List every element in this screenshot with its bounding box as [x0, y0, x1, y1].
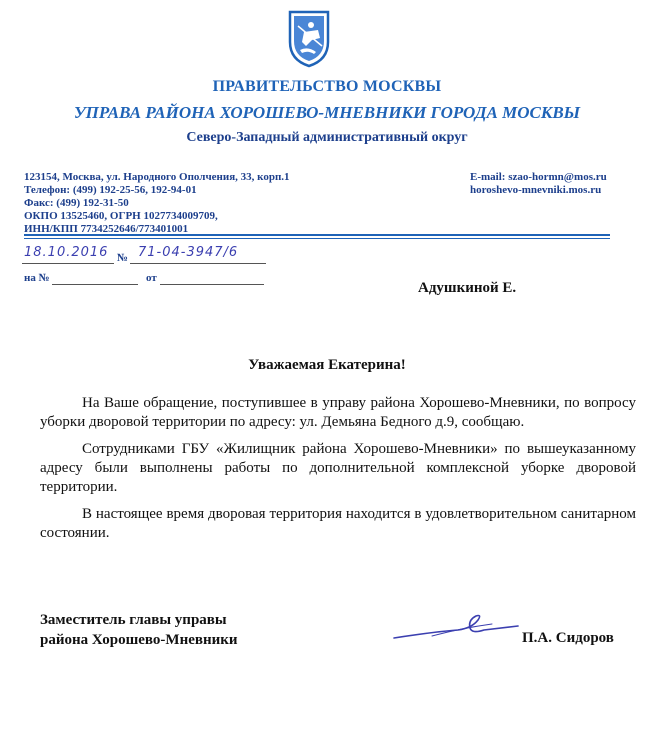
header-rule — [24, 234, 610, 236]
reply-number-underline — [52, 284, 138, 285]
okpo-line: ОКПО 13525460, ОГРН 1027734009709, — [24, 210, 218, 222]
body-paragraph: Сотрудниками ГБУ «Жилищник района Хорошево-Мневники» по вышеуказанному адресу были выполнены работы по дополнительной комплексной уборке дворовой территории. — [40, 441, 636, 495]
handwritten-date: 18.10.2016 — [24, 245, 109, 260]
reply-from-underline — [160, 284, 264, 285]
reply-number-label: на № — [24, 272, 50, 284]
letter-body — [40, 394, 636, 551]
email-line: E-mail: szao-hormn@mos.ru — [470, 171, 607, 183]
header-rule-thin — [24, 238, 610, 239]
okrug-subtitle: Северо-Западный административный округ — [186, 130, 468, 145]
date-underline — [22, 263, 114, 264]
reply-from-label: от — [146, 272, 157, 284]
addressee: Адушкиной Е. — [418, 280, 517, 296]
salutation: Уважаемая Екатерина! — [248, 357, 406, 373]
body-paragraph: На Ваше обращение, поступившее в управу района Хорошево-Мневники, по вопросу уборки дворовой территории по адресу: ул. Демьяна Бедного д.9, сообщаю. — [40, 395, 636, 430]
signer-role-line: района Хорошево-Мневники — [40, 632, 238, 648]
government-title: ПРАВИТЕЛЬСТВО МОСКВЫ — [212, 78, 442, 95]
handwritten-number: 71-04-3947/6 — [138, 245, 239, 260]
requisites-right — [470, 171, 607, 197]
signer-role — [40, 610, 238, 650]
fax-line: Факс: (499) 192-31-50 — [24, 197, 129, 209]
signer-role-line: Заместитель главы управы — [40, 612, 227, 628]
body-paragraph: В настоящее время дворовая территория находится в удовлетворительном санитарном состоянии. — [40, 506, 636, 541]
number-underline — [130, 263, 266, 264]
signer-name: П.А. Сидоров — [522, 630, 614, 646]
address-line: 123154, Москва, ул. Народного Ополчения, 33, корп.1 — [24, 171, 290, 183]
inn-line: ИНН/КПП 7734252646/773401001 — [24, 223, 189, 235]
moscow-coat-of-arms-icon — [284, 6, 334, 68]
phone-line: Телефон: (499) 192-25-56, 192-94-01 — [24, 184, 197, 196]
requisites-left — [24, 171, 290, 236]
site-line: horoshevo-mnevniki.mos.ru — [470, 184, 602, 196]
number-label: № — [117, 252, 129, 264]
handwritten-signature — [392, 608, 522, 644]
uprava-title: УПРАВА РАЙОНА ХОРОШЕВО-МНЕВНИКИ ГОРОДА МОСКВЫ — [73, 103, 581, 122]
